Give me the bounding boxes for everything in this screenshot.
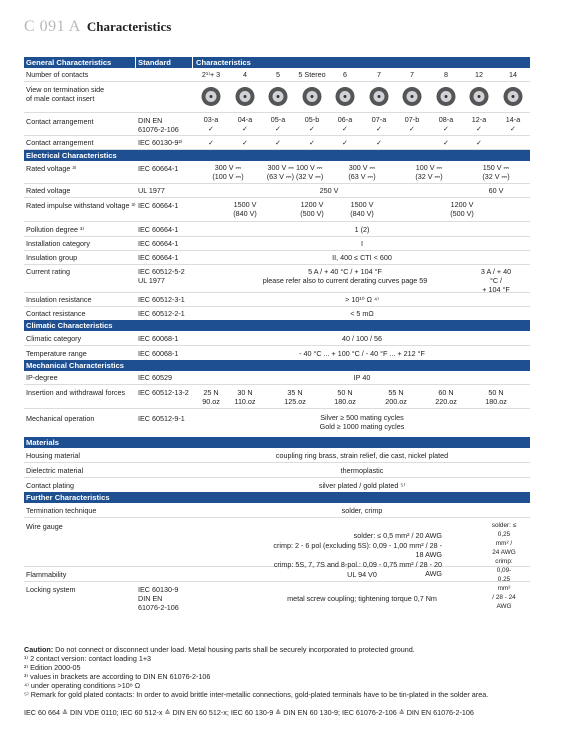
arrangement-2: 04-a xyxy=(237,115,253,124)
footnote-5: ⁵⁾ Remark for gold plated contacts: In order to avoid brittle inter-metallic connections, gold-plated terminals have to be tin-plated in the solder area. xyxy=(24,690,489,699)
section-mechanical xyxy=(24,360,530,371)
check-icon: ✓ xyxy=(341,124,349,133)
arrangement-5: 06-a xyxy=(337,115,353,124)
row-locking-system xyxy=(24,582,530,618)
row-insulation-group xyxy=(24,251,530,265)
row-label: Insertion and withdrawal forces xyxy=(26,388,126,397)
contacts-8: 8 xyxy=(444,70,448,79)
value: 35 N 125.oz xyxy=(284,388,306,406)
standards-equivalence: IEC 60 664 ≙ DIN VDE 0110; IEC 60 512-x ≙ DIN EN 60 512-x; IEC 60 130-9 ≙ DIN EN 60 130-9; IEC 61076-2-106 ≙ DIN EN 61076-2-106 xyxy=(24,708,474,717)
row-label: Installation category xyxy=(26,239,90,248)
section-title: General Characteristics xyxy=(26,58,112,67)
section-electrical xyxy=(24,150,530,161)
value: Silver ≥ 500 mating cycles Gold ≥ 1000 mating cycles xyxy=(319,413,405,431)
row-label: Temperature range xyxy=(26,349,87,358)
insert-08a-icon xyxy=(437,87,456,106)
section-title: Materials xyxy=(26,438,59,447)
contacts-5: 6 xyxy=(343,70,347,79)
page-title: Characteristics xyxy=(86,19,172,34)
contacts-2: 4 xyxy=(243,70,247,79)
value: 25 N 90.oz xyxy=(202,388,220,406)
row-label: Number of contacts xyxy=(26,70,89,79)
section-materials xyxy=(24,437,530,448)
insert-07a-icon xyxy=(370,87,389,106)
value: II, 400 ≤ CTI < 600 xyxy=(332,253,392,262)
value: coupling ring brass, strain relief, die cast, nickel plated xyxy=(275,451,449,460)
section-general xyxy=(24,57,530,68)
row-label: Current rating xyxy=(26,267,70,276)
row-contact-arrangement xyxy=(24,113,530,136)
row-standard: IEC 60130-9 DIN EN 61076-2-106 xyxy=(138,585,179,612)
row-housing-material xyxy=(24,448,530,463)
row-standard: IEC 60664-1 xyxy=(138,253,179,262)
value: 150 V ⎓ (32 V ⎓) xyxy=(482,163,510,181)
contacts-1: 2¹⁾+ 3 xyxy=(201,70,221,79)
value: 1200 V (500 V) xyxy=(300,200,324,218)
row-standard: IEC 60664-1 xyxy=(138,225,179,234)
insert-03a-icon xyxy=(202,87,221,106)
value: 3 A / + 40 °C / + 104 °F xyxy=(480,267,512,294)
contacts-7: 7 xyxy=(410,70,414,79)
row-label: Rated impulse withstand voltage ³⁾ xyxy=(26,201,136,210)
footnote-4: ⁴⁾ under operating conditions >10⁸ Ω xyxy=(24,681,141,690)
characteristics-table xyxy=(24,57,530,618)
standard-header: Standard xyxy=(138,58,171,67)
check-icon: ✓ xyxy=(509,124,517,133)
contacts-9: 12 xyxy=(475,70,483,79)
row-label: Housing material xyxy=(26,451,80,460)
value: - 40 °C ... + 100 °C / - 40 °F ... + 212 °F xyxy=(299,349,425,358)
contacts-4: 5 Stereo xyxy=(298,70,326,79)
value: 60 V xyxy=(488,186,504,195)
row-standard: IEC 60068-1 xyxy=(138,334,179,343)
value: solder, crimp xyxy=(341,506,383,515)
row-standard: UL 1977 xyxy=(138,186,165,195)
row-label: Locking system xyxy=(26,585,76,594)
contacts-6: 7 xyxy=(377,70,381,79)
row-label: Contact plating xyxy=(26,481,74,490)
check-icon: ✓ xyxy=(241,124,249,133)
check-icon: ✓ xyxy=(375,124,383,133)
value: 100 V ⎓ (32 V ⎓) xyxy=(415,163,443,181)
row-label: IP-degree xyxy=(26,373,58,382)
row-standard: IEC 60512-9-1 xyxy=(138,414,185,423)
caution-label: Caution: xyxy=(24,645,54,654)
value: solder: ≤ 0,5 mm² / 20 AWG crimp: 2 - 6 pol (excluding 5S): 0,09 - 1,00 mm² / 28 - 18 AWG crimp: 5S, 7, 7S and 8-pol.: 0,09 - 0,75 mm² / 28 - 20 AWG xyxy=(273,531,442,578)
arrangement-1: 03-a xyxy=(203,115,219,124)
page-header xyxy=(24,18,171,36)
value: I xyxy=(361,239,363,248)
value: 60 N 220.oz xyxy=(435,388,457,406)
row-contact-plating xyxy=(24,478,530,492)
arrangement-6: 07-a xyxy=(371,115,387,124)
row-label: Dielectric material xyxy=(26,466,84,475)
insert-05b-icon xyxy=(303,87,322,106)
row-installation xyxy=(24,237,530,251)
row-label: Termination technique xyxy=(26,506,97,515)
value: < 5 mΩ xyxy=(350,309,374,318)
section-title: Electrical Characteristics xyxy=(26,151,117,160)
row-standard: IEC 60529 xyxy=(138,373,172,382)
row-forces xyxy=(24,385,530,409)
footnote-1: ¹⁾ 2 contact version: contact loading 1+3 xyxy=(24,654,152,663)
value: 5 A / + 40 °C / + 104 °F please refer also to current derating curves page 59 xyxy=(262,267,428,285)
row-rated-voltage-ul xyxy=(24,184,530,198)
check-icon: ✓ xyxy=(475,124,483,133)
arrangement-8: 08-a xyxy=(438,115,454,124)
row-standard: IEC 60512-3-1 xyxy=(138,295,185,304)
value: IP 40 xyxy=(353,373,371,382)
row-label: Contact arrangement xyxy=(26,138,94,147)
row-label: Flammability xyxy=(26,570,67,579)
insert-04a-icon xyxy=(236,87,255,106)
row-label: Rated voltage ³⁾ xyxy=(26,164,77,173)
section-title: Climatic Characteristics xyxy=(26,321,113,330)
arrangement-3: 05-a xyxy=(270,115,286,124)
value: 50 N 180.oz xyxy=(485,388,507,406)
value: silver plated / gold plated ⁵⁾ xyxy=(318,481,406,490)
value: 55 N 200.oz xyxy=(385,388,407,406)
row-label: Pollution degree ³⁾ xyxy=(26,225,85,234)
row-label: Rated voltage xyxy=(26,186,71,195)
insert-12a-icon xyxy=(470,87,489,106)
footnote-2: ²⁾ Edition 2000-05 xyxy=(24,663,81,672)
value: UL 94 V0 xyxy=(347,570,377,579)
row-contact-arrangement-iec xyxy=(24,136,530,150)
row-label: Contact resistance xyxy=(26,309,86,318)
check-icon: ✓ xyxy=(274,138,282,147)
row-insulation-resistance xyxy=(24,293,530,307)
arrangement-7: 07-b xyxy=(404,115,420,124)
check-icon: ✓ xyxy=(274,124,282,133)
row-temperature-range xyxy=(24,346,530,360)
row-label: Contact arrangement xyxy=(26,117,94,126)
characteristics-header: Characteristics xyxy=(196,58,251,67)
check-icon: ✓ xyxy=(408,124,416,133)
row-label: Insulation group xyxy=(26,253,78,262)
row-standard: IEC 60068-1 xyxy=(138,349,179,358)
row-ip-degree xyxy=(24,371,530,385)
section-climatic xyxy=(24,320,530,331)
row-termination xyxy=(24,503,530,518)
insert-06a-icon xyxy=(336,87,355,106)
footnote-3: ³⁾ values in brackets are according to DIN EN 61076-2-106 xyxy=(24,672,211,681)
value: 250 V xyxy=(319,186,339,195)
contacts-10: 14 xyxy=(509,70,517,79)
check-icon: ✓ xyxy=(341,138,349,147)
row-standard: IEC 60130-9²⁾ xyxy=(138,138,183,147)
row-contact-resistance xyxy=(24,307,530,320)
row-standard: IEC 60664-1 xyxy=(138,164,179,173)
check-icon: ✓ xyxy=(442,124,450,133)
insert-05a-icon xyxy=(269,87,288,106)
row-current-rating xyxy=(24,265,530,293)
row-view xyxy=(24,82,530,113)
row-number-of-contacts xyxy=(24,68,530,82)
row-rated-voltage xyxy=(24,161,530,184)
value: solder: ≤ 0,25 mm² / 24 AWG crimp: 0,09-0,25 mm² / 28 - 24 AWG xyxy=(491,522,517,610)
value: thermoplastic xyxy=(340,466,384,475)
row-standard: IEC 60664-1 xyxy=(138,201,179,210)
row-pollution xyxy=(24,222,530,237)
insert-07b-icon xyxy=(403,87,422,106)
row-label: Insulation resistance xyxy=(26,295,92,304)
check-icon: ✓ xyxy=(207,124,215,133)
section-further xyxy=(24,492,530,503)
arrangement-9: 12-a xyxy=(471,115,487,124)
caution-note xyxy=(24,645,544,654)
insert-14a-icon xyxy=(504,87,523,106)
value: 40 / 100 / 56 xyxy=(342,334,382,343)
row-standard: DIN EN 61076-2-106 xyxy=(138,116,179,134)
arrangement-10: 14-a xyxy=(505,115,521,124)
value: metal screw coupling; tightening torque 0,7 Nm xyxy=(287,594,437,603)
product-code: C 091 A xyxy=(24,18,81,35)
value: > 10¹⁰ Ω ⁴⁾ xyxy=(345,295,379,304)
row-climatic-category xyxy=(24,331,530,346)
check-icon: ✓ xyxy=(207,138,215,147)
row-standard: IEC 60512-2-1 xyxy=(138,309,185,318)
value: 300 V ⎓ (100 V ⎓) xyxy=(212,163,244,181)
section-title: Mechanical Characteristics xyxy=(26,361,124,370)
caution-text: Do not connect or disconnect under load. Metal housing parts shall be securely incorporated to protected ground. xyxy=(53,645,415,654)
section-title: Further Characteristics xyxy=(26,493,110,502)
value: 1200 V (500 V) xyxy=(450,200,474,218)
arrangement-4: 05-b xyxy=(304,115,320,124)
value: 30 N 110.oz xyxy=(234,388,256,406)
row-label: Wire gauge xyxy=(26,522,63,531)
value: 300 V ⎓ (63 V ⎓) xyxy=(348,163,376,181)
row-standard: IEC 60512-5-2 UL 1977 xyxy=(138,267,185,285)
row-flammability xyxy=(24,567,530,582)
check-icon: ✓ xyxy=(308,124,316,133)
check-icon: ✓ xyxy=(475,138,483,147)
row-mechanical-operation xyxy=(24,409,530,437)
row-dielectric-material xyxy=(24,463,530,478)
value: 50 N 180.oz xyxy=(334,388,356,406)
value: 1 (2) xyxy=(354,225,370,234)
row-label: Climatic category xyxy=(26,334,82,343)
row-label: View on termination side of male contact insert xyxy=(26,85,105,103)
check-icon: ✓ xyxy=(308,138,316,147)
check-icon: ✓ xyxy=(241,138,249,147)
check-icon: ✓ xyxy=(375,138,383,147)
value: 1500 V (840 V) xyxy=(233,200,257,218)
row-standard: IEC 60664-1 xyxy=(138,239,179,248)
contacts-3: 5 xyxy=(276,70,280,79)
check-icon: ✓ xyxy=(442,138,450,147)
value: 1500 V (840 V) xyxy=(350,200,374,218)
row-standard: IEC 60512-13-2 xyxy=(138,388,189,397)
row-rated-impulse xyxy=(24,198,530,222)
row-label: Mechanical operation xyxy=(26,414,95,423)
value: 300 V ⎓ 100 V ⎓ (63 V ⎓) (32 V ⎓) xyxy=(266,163,324,181)
footnotes xyxy=(24,645,544,717)
